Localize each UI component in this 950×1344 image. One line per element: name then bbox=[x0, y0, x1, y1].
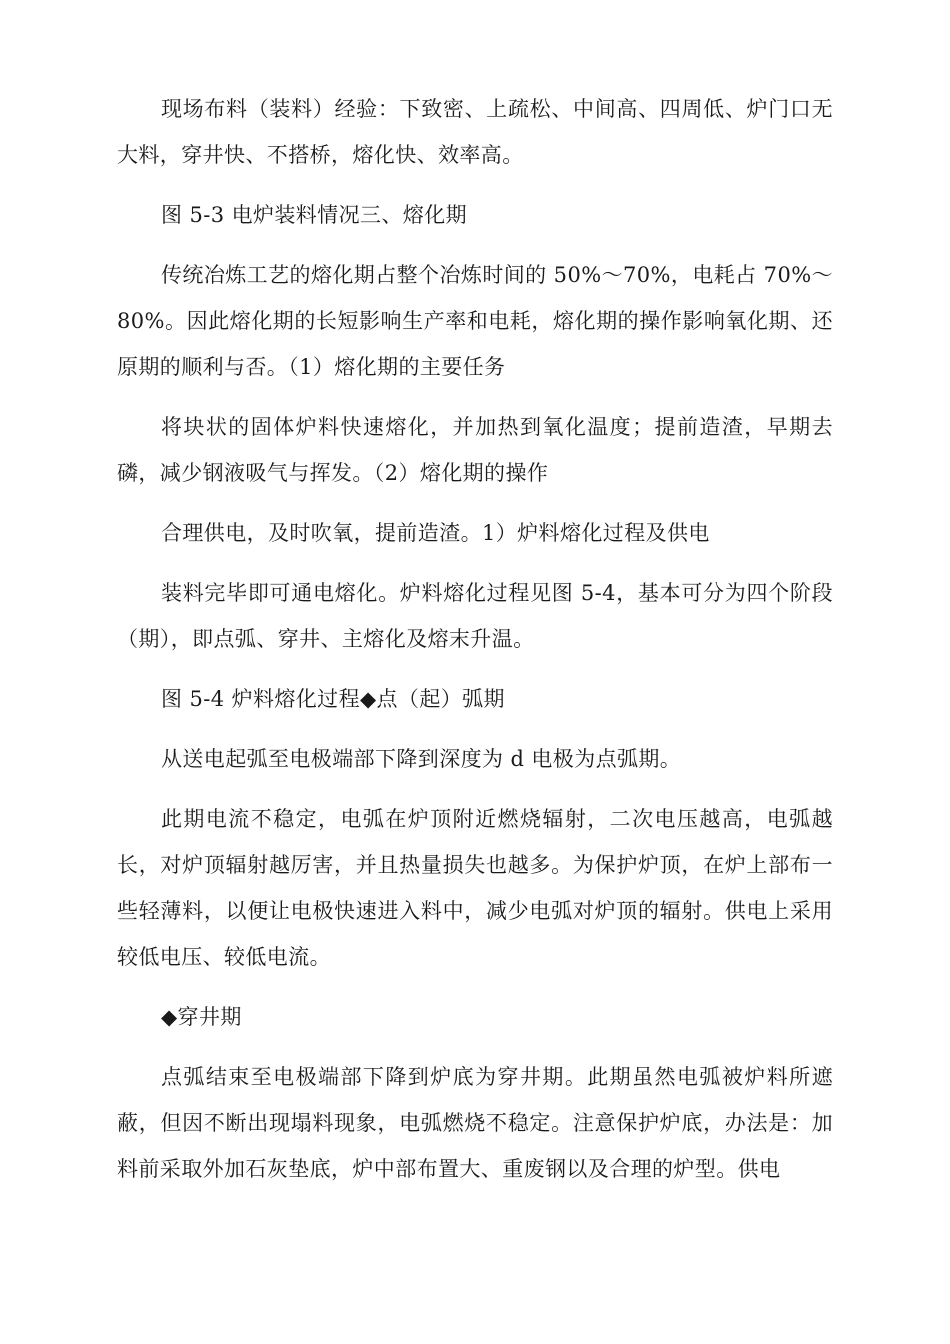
paragraph-melting-tasks: 将块状的固体炉料快速熔化，并加热到氧化温度；提前造渣，早期去磷，减少钢液吸气与挥发。（2）熔化期的操作 bbox=[117, 415, 833, 485]
paragraph-bore-down-details: 点弧结束至电极端部下降到炉底为穿井期。此期虽然电弧被炉料所遮蔽，但因不断出现塌料现象，电弧燃烧不稳定。注意保护炉底，办法是：加料前采取外加石灰垫底，炉中部布置大、重废钢以及合理的炉型。供电 bbox=[117, 1065, 833, 1181]
paragraph-bore-down-heading: ◆穿井期 bbox=[161, 1005, 242, 1029]
paragraph-melting-operation: 合理供电，及时吹氧，提前造渣。1）炉料熔化过程及供电 bbox=[161, 521, 710, 545]
document-body bbox=[117, 86, 833, 1206]
paragraph-figure-5-4-caption: 图 5-4 炉料熔化过程◆点（起）弧期 bbox=[161, 687, 505, 711]
paragraph-melting-period-intro: 传统冶炼工艺的熔化期占整个冶炼时间的 50%～70%，电耗占 70%～80%。因此熔化期的长短影响生产率和电耗，熔化期的操作影响氧化期、还原期的顺利与否。（1）熔化期的主要任务 bbox=[117, 263, 833, 379]
paragraph-figure-5-3-caption: 图 5-3 电炉装料情况三、熔化期 bbox=[161, 203, 467, 227]
paragraph-arc-start-details: 此期电流不稳定，电弧在炉顶附近燃烧辐射，二次电压越高，电弧越长，对炉顶辐射越厉害，并且热量损失也越多。为保护炉顶，在炉上部布一些轻薄料，以便让电极快速进入料中，减少电弧对炉顶的辐射。供电上采用较低电压、较低电流。 bbox=[117, 807, 833, 969]
paragraph-melting-process: 装料完毕即可通电熔化。炉料熔化过程见图 5-4，基本可分为四个阶段（期），即点弧、穿井、主熔化及熔末升温。 bbox=[117, 581, 833, 651]
paragraph-charging-experience: 现场布料（装料）经验：下致密、上疏松、中间高、四周低、炉门口无大料，穿井快、不搭桥，熔化快、效率高。 bbox=[117, 97, 833, 167]
paragraph-arc-start-definition: 从送电起弧至电极端部下降到深度为 d 电极为点弧期。 bbox=[161, 747, 682, 771]
